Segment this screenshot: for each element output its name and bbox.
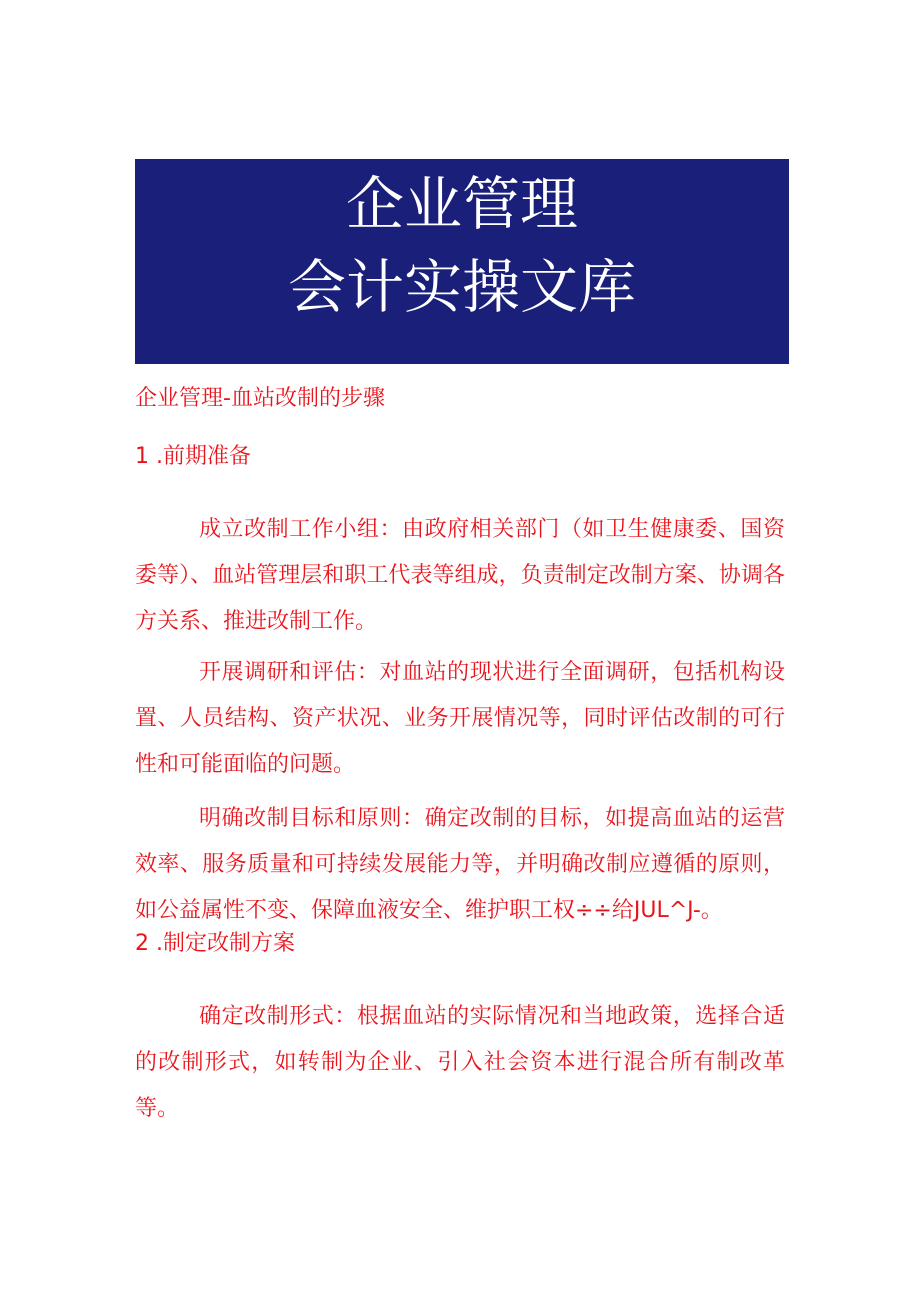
document-title: 企业管理-血站改制的步骤 <box>135 386 385 411</box>
section-heading-2: 2 .制定改制方案 <box>135 931 295 956</box>
section-heading-1: 1 .前期准备 <box>135 444 251 469</box>
banner-title-line2: 会计实操文库 <box>287 253 636 321</box>
banner-title-line1: 企业管理 <box>345 170 578 238</box>
paragraph-1-2: 开展调研和评估：对血站的现状进行全面调研，包括机构设置、人员结构、资产状况、业务开展情况等，同时评估改制的可行性和可能面临的问题。 <box>135 660 785 777</box>
paragraph-2-1: 确定改制形式：根据血站的实际情况和当地政策，选择合适的改制形式，如转制为企业、引入社会资本进行混合所有制改革等。 <box>135 1004 785 1121</box>
paragraph-1-3: 明确改制目标和原则：确定改制的目标，如提高血站的运营效率、服务质量和可持续发展能力等，并明确改制应遵循的原则，如公益属性不变、保障血液安全、维护职工权÷÷给JUL^J-。 <box>135 806 785 923</box>
paragraph-1-1: 成立改制工作小组：由政府相关部门（如卫生健康委、国资委等）、血站管理层和职工代表等组成，负责制定改制方案、协调各方关系、推进改制工作。 <box>135 517 785 634</box>
